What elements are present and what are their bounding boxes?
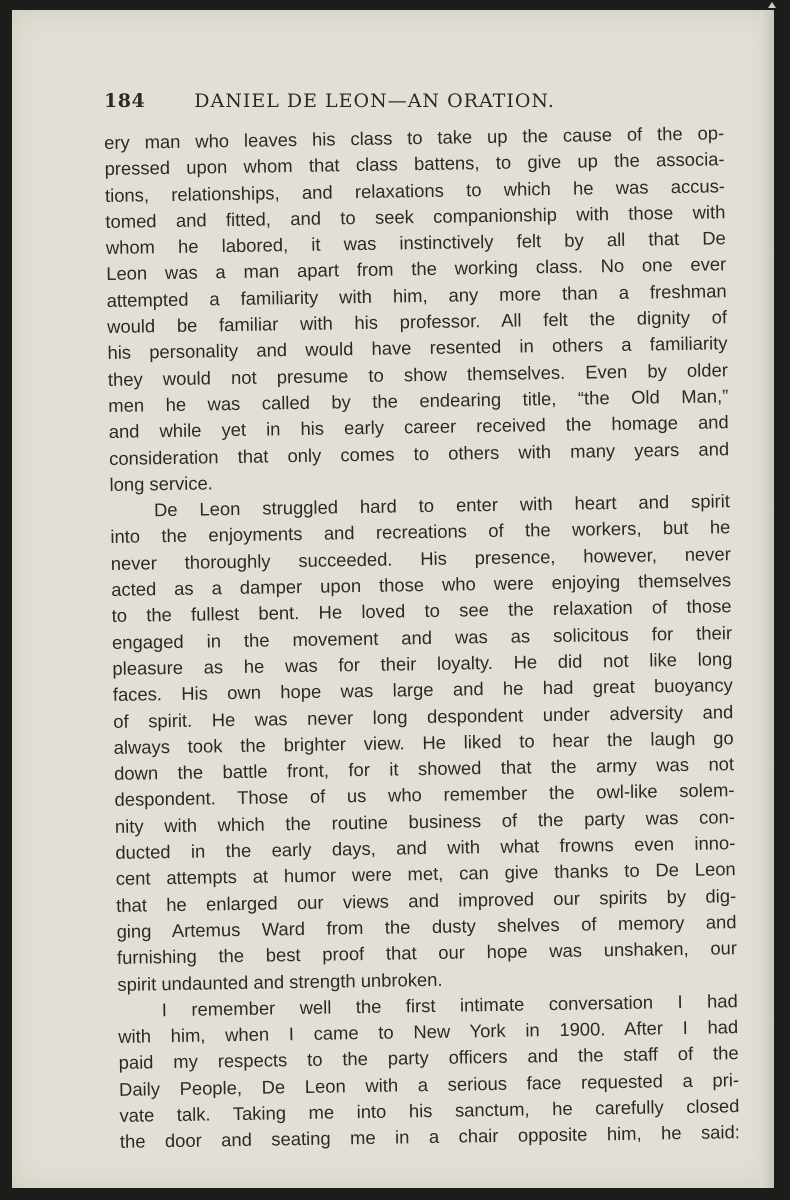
text-line: attempted a familiarity with him, any more than a freshman bbox=[106, 280, 727, 311]
text-line: paid my respects to the party officers and the staff of the bbox=[118, 1042, 739, 1074]
text-line: Daily People, De Leon with a serious face requested a pri- bbox=[118, 1068, 740, 1100]
text-line: nity with which the routine business of the party was con- bbox=[114, 805, 736, 837]
text-line: into the enjoyments and recreations of the workers, but he bbox=[110, 516, 731, 548]
text-line: they would not presume to show themselves. Even by older bbox=[107, 358, 729, 390]
text-line: long service. bbox=[109, 472, 213, 495]
text-line: pressed upon whom that class battens, to give up the associa- bbox=[104, 148, 725, 180]
text-line: that he enlarged our views and improved our spirits by dig- bbox=[116, 884, 737, 916]
text-line: with him, when I came to New York in 1900. After I had bbox=[118, 1016, 739, 1047]
text-line: down the battle front, for it showed that the army was not bbox=[113, 753, 735, 785]
text-line: his personality and would have resented in others a familiarity bbox=[107, 332, 728, 364]
text-line: acted as a damper upon those who were enjoying themselves bbox=[111, 569, 732, 600]
text-line: tions, relationships, and relaxations to which he was accus- bbox=[104, 174, 726, 206]
text-line: consideration that only comes to others with many years and bbox=[108, 437, 730, 469]
text-line: despondent. Those of us who remember the owl-like solem- bbox=[114, 779, 735, 811]
text-line: the door and seating me in a chair opposite him, he said: bbox=[119, 1121, 740, 1153]
text-line: ducted in the early days, and with what frowns even inno- bbox=[115, 832, 736, 863]
page-number: 184 bbox=[104, 90, 146, 112]
page-edge-shadow bbox=[760, 10, 774, 1188]
text-line: spirit undaunted and strength unbroken. bbox=[117, 968, 443, 995]
text-line: always took the brighter view. He liked to hear the laugh go bbox=[113, 727, 734, 758]
text-line: furnishing the best proof that our hope was unshaken, our bbox=[116, 937, 738, 969]
text-line: would be familiar with his professor. All felt the dignity of bbox=[106, 306, 728, 338]
text-line: engaged in the movement and was as solicitous for their bbox=[111, 621, 733, 653]
text-line: men he was called by the endearing title, “the Old Man,” bbox=[108, 385, 729, 416]
text-line: cent attempts at humor were met, can give thanks to De Leon bbox=[115, 858, 736, 890]
text-line: faces. His own hope was large and he had great buoyancy bbox=[112, 674, 733, 706]
running-title: DANIEL DE LEON—AN ORATION. bbox=[194, 90, 555, 112]
paragraph-start-line: I remember well the first intimate conversation I had bbox=[161, 989, 738, 1020]
text-line: Leon was a man apart from the working class. No one ever bbox=[106, 253, 727, 285]
text-line: never thoroughly succeeded. His presence, however, never bbox=[110, 542, 731, 574]
text-line: whom he labored, it was instinctively felt by all that De bbox=[105, 227, 726, 259]
text-line: of spirit. He was never long despondent under adversity and bbox=[113, 700, 734, 732]
text-line: ging Artemus Ward from the dusty shelves of memory and bbox=[116, 911, 737, 942]
text-line: vate talk. Taking me into his sanctum, he carefully closed bbox=[119, 1095, 740, 1126]
corner-triangle-icon bbox=[768, 2, 776, 8]
text-line: pleasure as he was for their loyalty. He did not like long bbox=[112, 648, 733, 679]
text-line: tomed and fitted, and to seek companionship with those with bbox=[105, 201, 726, 232]
text-line: to the fullest bent. He loved to see the relaxation of those bbox=[111, 595, 732, 627]
text-line: and while yet in his early career received the homage and bbox=[108, 411, 729, 443]
paragraph-start-line: De Leon struggled hard to enter with heart and spirit bbox=[153, 490, 731, 521]
text-line: ery man who leaves his class to take up the cause of the op- bbox=[104, 122, 725, 153]
page-header bbox=[104, 90, 644, 112]
body-text bbox=[104, 120, 740, 1155]
